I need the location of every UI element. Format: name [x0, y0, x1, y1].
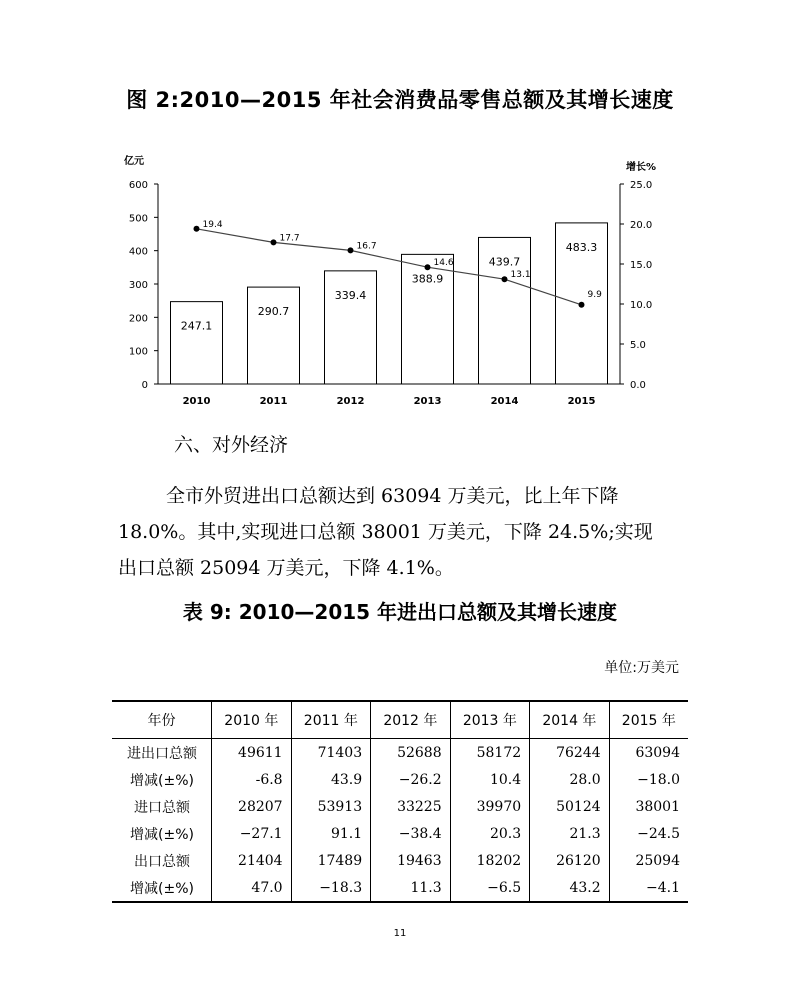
growth-value-label: 13.1: [510, 270, 531, 281]
table-cell: −18.0: [609, 766, 688, 793]
paragraph-line-1: 全市外贸进出口总额达到 63094 万美元，比上年下降: [166, 485, 619, 507]
header-cell: 2011 年: [291, 701, 371, 739]
table-cell: −38.4: [371, 820, 451, 847]
header-cell: 2012 年: [371, 701, 451, 739]
table-cell: 17489: [291, 847, 371, 874]
growth-value-label: 9.9: [587, 289, 602, 300]
header-cell: 年份: [112, 701, 212, 739]
y-tick-label: 500: [128, 213, 148, 225]
table-row: [112, 874, 688, 902]
growth-marker: [271, 239, 277, 245]
table-cell: 52688: [371, 739, 451, 767]
table-row: [112, 739, 688, 767]
trade-table: [112, 700, 688, 903]
row-label: 进口总额: [134, 799, 191, 816]
y2-tick-label: 10.0: [630, 300, 653, 311]
growth-marker: [425, 264, 431, 270]
table-cell: 25094: [609, 847, 688, 874]
table-cell: 10.4: [450, 766, 530, 793]
table-row: [112, 766, 688, 793]
table-cell: 19463: [371, 847, 451, 874]
table-cell: 63094: [609, 739, 688, 767]
table-cell: 53913: [291, 793, 371, 820]
table-cell: −4.1: [609, 874, 688, 902]
row-label: 增减(±%): [130, 772, 195, 789]
x-tick-label: 2015: [567, 396, 596, 407]
x-tick-label: 2013: [413, 396, 442, 407]
row-label: 出口总额: [134, 853, 191, 870]
row-label: 进出口总额: [127, 745, 198, 762]
y2-tick-label: 15.0: [630, 260, 653, 271]
retail-sales-chart: [110, 148, 670, 418]
paragraph-line-2: 18.0%。其中,实现进口总额 38001 万美元，下降 24.5%;实现: [118, 521, 653, 543]
y-tick-label: 0: [141, 380, 148, 391]
table-cell: 33225: [371, 793, 451, 820]
row-label: 增减(±%): [112, 874, 212, 902]
bar-value-label: 247.1: [180, 319, 213, 333]
y2-tick-label: 20.0: [630, 220, 653, 231]
table-cell: 47.0: [212, 874, 292, 902]
growth-marker: [194, 226, 200, 232]
y2-tick-label: 5.0: [630, 340, 646, 351]
bar: [325, 271, 377, 384]
table-cell: 71403: [291, 739, 371, 767]
y-tick-label: 200: [128, 313, 148, 325]
y2-axis-title: 增长%: [626, 162, 657, 173]
growth-marker: [348, 247, 354, 253]
y-tick-label: 100: [128, 346, 148, 358]
growth-marker: [502, 276, 508, 282]
paragraph-line-3: 出口总额 25094 万美元，下降 4.1%。: [118, 557, 454, 579]
table-cell: 50124: [530, 793, 610, 820]
x-tick-label: 2012: [336, 396, 365, 407]
table-cell: −27.1: [212, 820, 292, 847]
y-tick-label: 400: [128, 246, 148, 258]
row-label: 增减(±%): [130, 826, 195, 843]
table-header-row: [112, 701, 688, 739]
y-axis-title: 亿元: [124, 156, 144, 167]
foreign-trade-paragraph: [118, 478, 698, 586]
table-cell: 18202: [450, 847, 530, 874]
table-cell: 39970: [450, 793, 530, 820]
section-heading: 六、对外经济: [174, 434, 289, 456]
y2-tick-label: 25.0: [630, 180, 653, 191]
table-row: [112, 847, 688, 874]
table-title: 表 9: 2010—2015 年进出口总额及其增长速度: [182, 600, 618, 624]
bar: [171, 302, 223, 384]
table-cell: 43.2: [530, 874, 610, 902]
table-cell: 49611: [212, 739, 292, 767]
table-cell: 43.9: [291, 766, 371, 793]
table-cell: 26120: [530, 847, 610, 874]
table-cell: 38001: [609, 793, 688, 820]
table-cell: 21.3: [530, 820, 610, 847]
table-cell: −26.2: [371, 766, 451, 793]
y-tick-label: 300: [128, 280, 148, 291]
x-tick-label: 2014: [490, 396, 519, 407]
table-row: [112, 820, 688, 847]
growth-value-label: 17.7: [279, 233, 300, 244]
bar: [248, 287, 300, 384]
header-cell: 2010 年: [212, 701, 292, 739]
table-cell: 21404: [212, 847, 292, 874]
growth-value-label: 16.7: [356, 241, 377, 252]
x-tick-label: 2010: [182, 396, 211, 407]
bar-value-label: 439.7: [488, 255, 521, 269]
y2-tick-label: 0.0: [630, 380, 646, 391]
bar-value-label: 388.9: [411, 272, 444, 286]
table-cell: 11.3: [371, 874, 451, 902]
x-tick-label: 2011: [259, 396, 288, 407]
table-cell: −6.5: [450, 874, 530, 902]
header-cell: 2013 年: [450, 701, 530, 739]
chart-title: 图 2:2010—2015 年社会消费品零售总额及其增长速度: [126, 88, 674, 112]
header-cell: 2014 年: [530, 701, 610, 739]
growth-value-label: 14.6: [433, 258, 454, 269]
bar-value-label: 483.3: [565, 240, 598, 254]
y-tick-label: 600: [128, 180, 148, 191]
growth-value-label: 19.4: [202, 219, 223, 230]
table-row: [112, 793, 688, 820]
page-number: 11: [393, 928, 407, 939]
bar-value-label: 290.7: [257, 305, 290, 319]
table-cell: -6.8: [212, 766, 292, 793]
table-cell: 28.0: [530, 766, 610, 793]
unit-label: 单位:万美元: [604, 660, 679, 676]
bar-value-label: 339.4: [334, 288, 367, 302]
table-cell: 91.1: [291, 820, 371, 847]
table-cell: 76244: [530, 739, 610, 767]
table-cell: −18.3: [291, 874, 371, 902]
growth-marker: [579, 302, 585, 308]
table-cell: 58172: [450, 739, 530, 767]
table-cell: −24.5: [609, 820, 688, 847]
table-cell: 20.3: [450, 820, 530, 847]
table-cell: 28207: [212, 793, 292, 820]
header-cell: 2015 年: [609, 701, 688, 739]
